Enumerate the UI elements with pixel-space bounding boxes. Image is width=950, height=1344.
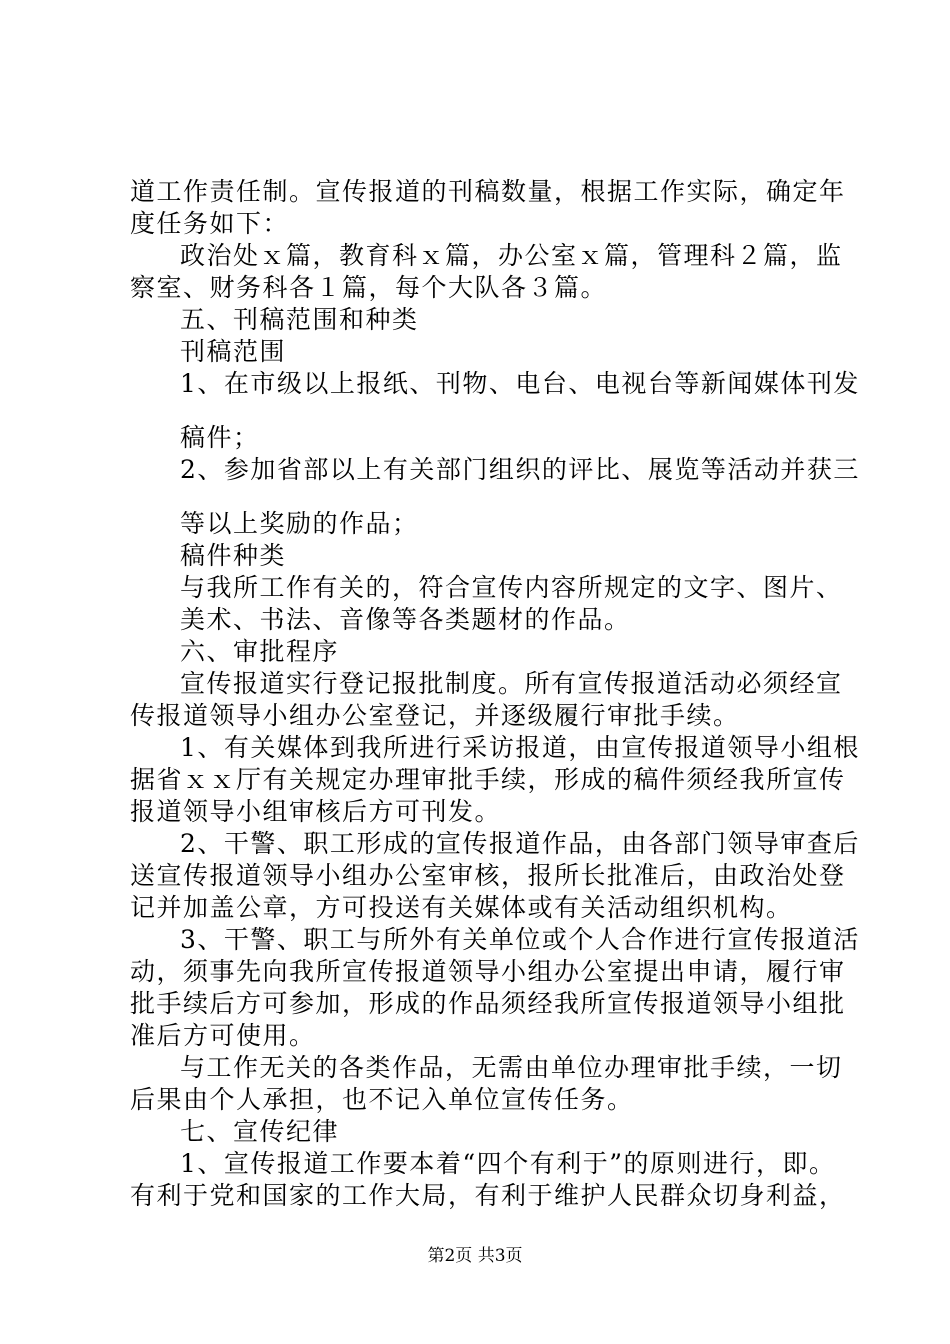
text-line: 据省ｘｘ厅有关规定办理审批手续，形成的稿件须经我所宣传	[130, 765, 846, 794]
subsection-heading: 稿件种类	[180, 541, 287, 570]
text-line: 3、干警、职工与所外有关单位或个人合作进行宣传报道活	[180, 925, 860, 954]
text-line: 有利于党和国家的工作大局，有利于维护人民群众切身利益，	[130, 1181, 846, 1210]
text-line: 1、宣传报道工作要本着“四个有利于”的原则进行，即。	[180, 1149, 836, 1178]
text-line: 度任务如下：	[130, 209, 290, 238]
text-line: 与我所工作有关的，符合宣传内容所规定的文字、图片、	[180, 573, 843, 602]
text-line: 2、干警、职工形成的宣传报道作品，由各部门领导审查后	[180, 829, 860, 858]
text-line: 传报道领导小组办公室登记，并逐级履行审批手续。	[130, 701, 740, 730]
subsection-heading: 刊稿范围	[180, 337, 287, 366]
text-line: 1、有关媒体到我所进行采访报道，由宣传报道领导小组根	[180, 733, 860, 762]
text-line: 报道领导小组审核后方可刊发。	[130, 797, 502, 826]
section-heading: 七、宣传纪律	[180, 1117, 340, 1146]
text-line: 1、在市级以上报纸、刊物、电台、电视台等新闻媒体刊发	[180, 369, 860, 398]
page-footer: 第2页 共3页	[427, 1246, 523, 1266]
text-line: 送宣传报道领导小组办公室审核，报所长批准后，由政治处登	[130, 861, 846, 890]
text-line: 察室、财务科各１篇，每个大队各３篇。	[130, 273, 608, 302]
text-line: 政治处ｘ篇，教育科ｘ篇，办公室ｘ篇，管理科２篇，监	[180, 241, 843, 270]
text-line: 稿件；	[180, 423, 260, 452]
text-line: 后果由个人承担，也不记入单位宣传任务。	[130, 1085, 634, 1114]
text-line: 与工作无关的各类作品，无需由单位办理审批手续，一切	[180, 1053, 843, 1082]
text-line: 准后方可使用。	[130, 1021, 316, 1050]
text-line: 宣传报道实行登记报批制度。所有宣传报道活动必须经宣	[180, 669, 843, 698]
text-line: 记并加盖公章，方可投送有关媒体或有关活动组织机构。	[130, 893, 793, 922]
section-heading: 五、刊稿范围和种类	[180, 305, 419, 334]
text-line: 批手续后方可参加，形成的作品须经我所宣传报道领导小组批	[130, 989, 846, 1018]
text-line: 2、参加省部以上有关部门组织的评比、展览等活动并获三	[180, 455, 860, 484]
text-line: 等以上奖励的作品；	[180, 509, 419, 538]
text-line: 美术、书法、音像等各类题材的作品。	[180, 605, 631, 634]
section-heading: 六、审批程序	[180, 637, 340, 666]
text-line: 动，须事先向我所宣传报道领导小组办公室提出申请，履行审	[130, 957, 846, 986]
text-line: 道工作责任制。宣传报道的刊稿数量，根据工作实际，确定年	[130, 177, 846, 206]
